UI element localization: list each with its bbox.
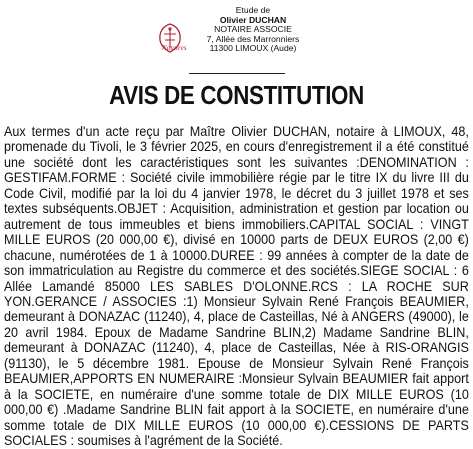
office-line-etude: Etude de [235, 5, 271, 15]
header-divider [189, 73, 285, 74]
office-city: 11300 LIMOUX (Aude) [209, 43, 297, 54]
notaires-logo-text: Notaires [162, 44, 187, 52]
office-address-block [194, 6, 312, 54]
notice-heading: AVIS DE CONSTITUTION [109, 80, 364, 110]
notice-body-text: Aux termes d'un acte reçu par Maître Olivier DUCHAN, notaire à LIMOUX, 48, promenade du Tivoli, le 3 février 2025, en cours d'enregistrement il a été constitué une société dont les caractéristiques sont les suivantes :DENOMINATION : GESTIFAM.FORME : Société civile immobilière régie par le titre IX du livre III du Code Civil, modifié par la loi du 4 janvier 1978, le décret du 3 juillet 1978 et ses textes subséquents.OBJET : Acquisition, administration et gestion par location ou autrement de tous immeubles et biens immobiliers.CAPITAL SOCIAL : VINGT MILLE EUROS (20 000,00 €), divisé en 10000 parts de DEUX EUROS (2,00 €) chacune, numérotées de 1 à 10000.DUREE : 99 années à compter de la date de son immatriculation au Registre du commerce et des sociétés.SIEGE SOCIAL : 6 Allée Lamandé 85000 LES SABLES D'OLONNE.RCS : LA ROCHE SUR YON.GERANCE / ASSOCIES :1) Monsieur Sylvain René François BEAUMIER, demeurant à DONAZAC (11240), 4, place de Casteillas, Né à ANGERS (49000), le 20 avril 1984. Epoux de Madame Sandrine BLIN,2) Madame Sandrine BLIN, demeurant à DONAZAC (11240), 4, place de Casteillas, Née à RIS-ORANGIS (91130), le 5 décembre 1981. Epouse de Monsieur Sylvain René François BEAUMIER,APPORTS EN NUMERAIRE :Monsieur Sylvain BEAUMIER fait apport à la SOCIETE, en numéraire d'une somme totale de DIX MILLE EUROS (10 000,00 €) .Madame Sandrine BLIN fait apport à la SOCIETE, en numéraire d'une somme totale de DIX MILLE EUROS (10 000,00 €).CESSIONS DE PARTS SOCIALES : soumises à l'agrément de la Société. [4, 124, 469, 449]
notaires-seal-icon [150, 20, 190, 60]
notary-name: Olivier DUCHAN [219, 14, 287, 25]
notary-title: NOTAIRE ASSOCIE [214, 24, 292, 35]
notary-letterhead [150, 6, 330, 70]
office-street: 7, Allée des Marronniers [206, 33, 300, 44]
